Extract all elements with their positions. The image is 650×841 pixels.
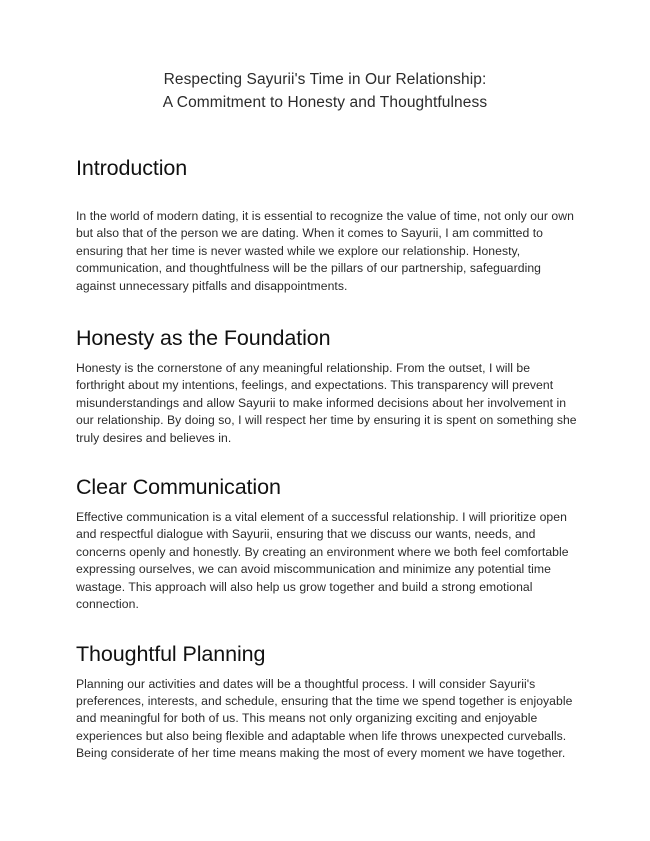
section-paragraph-honesty-as-the-foundation: Honesty is the cornerstone of any meaningful relationship. From the outset, I will be forthright about my intentions, feelings, and expectations. This transparency will prevent misunderstandings and allow Sayurii to make informed decisions about her involvement in our relationship. By doing so, I will respect her time by ensuring it is spent on something she truly desires and believes in. xyxy=(76,361,577,445)
document-title-line-1: Respecting Sayurii's Time in Our Relationship: xyxy=(163,71,487,88)
section-thoughtful-planning xyxy=(76,641,578,763)
section-introduction xyxy=(76,155,578,295)
section-clear-communication xyxy=(76,474,578,613)
section-paragraph-thoughtful-planning: Planning our activities and dates will be a thoughtful process. I will consider Sayurii's preferences, interests, and schedule, ensuring that the time we spend together is enjoyable and meaningful for both of us. This means not only organizing exciting and enjoyable experiences but also being flexible and adaptable when life throws unexpected curveballs. Being considerate of her time means making the most of every moment we have together. xyxy=(76,676,573,761)
section-heading-introduction: Introduction xyxy=(76,156,188,180)
document-body xyxy=(76,155,578,763)
section-heading-honesty-as-the-foundation: Honesty as the Foundation xyxy=(76,326,331,351)
section-honesty-as-the-foundation xyxy=(76,325,578,447)
section-heading-clear-communication: Clear Communication xyxy=(76,475,281,500)
section-heading-thoughtful-planning: Thoughtful Planning xyxy=(76,641,266,666)
section-paragraph-clear-communication: Effective communication is a vital element of a successful relationship. I will prioritize open and respectful dialogue with Sayurii, ensuring that we discuss our wants, needs, and concerns openly and honestly. By creating an environment where we both feel comfortable expressing ourselves, we can avoid miscommunication and minimize any potential time wastage. This approach will also help us grow together and build a strong emotional connection. xyxy=(76,510,569,612)
section-paragraph-introduction: In the world of modern dating, it is essential to recognize the value of time, not only our own but also that of the person we are dating. When it comes to Sayurii, I am committed to ensuring that her time is never wasted while we explore our relationship. Honesty, communication, and thoughtfulness will be the pillars of our partnership, safeguarding against unnecessary pitfalls and disappointments. xyxy=(76,209,574,293)
document-title-line-2: A Commitment to Honesty and Thoughtfulness xyxy=(162,94,488,111)
document-title xyxy=(0,68,650,114)
